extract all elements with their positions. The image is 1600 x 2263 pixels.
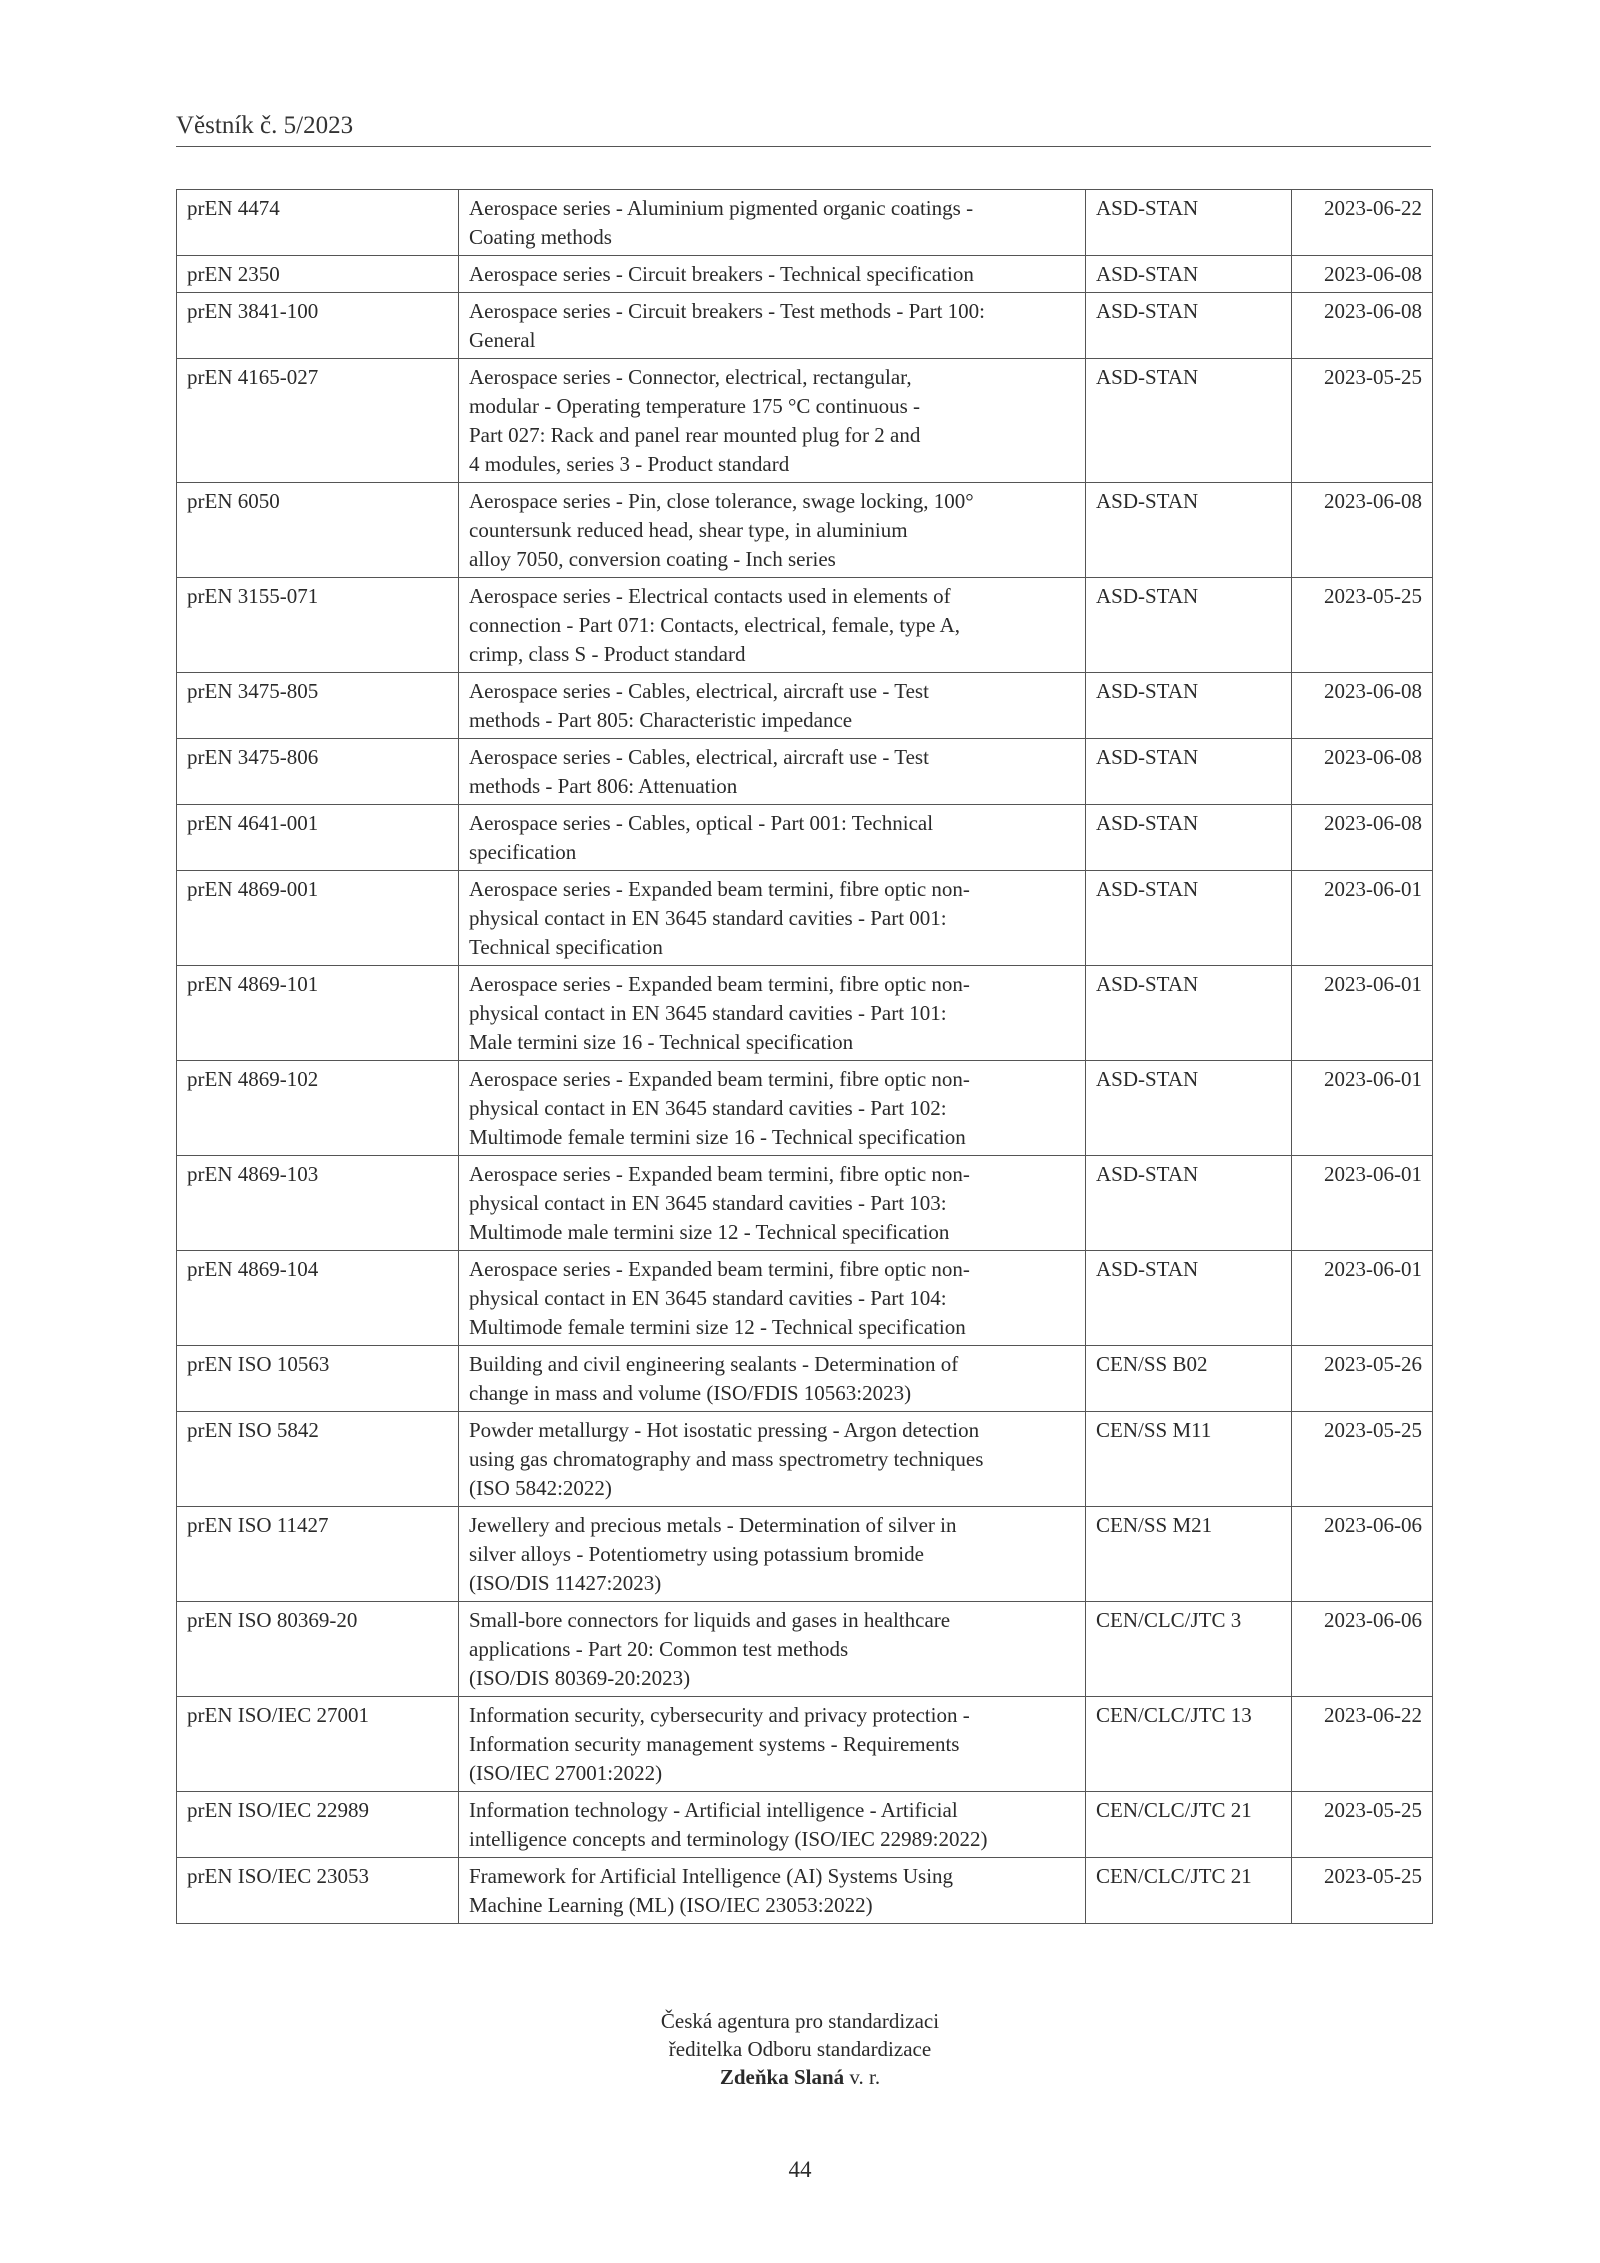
table-row — [177, 966, 1433, 1061]
deadline-date: 2023-06-08 — [1292, 483, 1433, 578]
title-line: specification — [469, 840, 577, 864]
technical-committee: CEN/CLC/JTC 3 — [1086, 1602, 1292, 1697]
standard-title — [459, 256, 1086, 293]
title-line: Aerospace series - Aluminium pigmented organic coatings - — [469, 196, 974, 220]
standard-code: prEN 3155-071 — [177, 578, 459, 673]
standard-title — [459, 293, 1086, 359]
title-line: General — [469, 328, 536, 352]
table-row — [177, 1251, 1433, 1346]
technical-committee: ASD-STAN — [1086, 293, 1292, 359]
standard-title — [459, 190, 1086, 256]
standard-code: prEN 3475-805 — [177, 673, 459, 739]
title-line: crimp, class S - Product standard — [469, 642, 746, 666]
table-row — [177, 1697, 1433, 1792]
technical-committee: ASD-STAN — [1086, 673, 1292, 739]
standard-code: prEN ISO 11427 — [177, 1507, 459, 1602]
title-line: Small-bore connectors for liquids and gases in healthcare — [469, 1608, 951, 1632]
standard-title — [459, 359, 1086, 483]
title-line: modular - Operating temperature 175 °C continuous - — [469, 394, 921, 418]
deadline-date: 2023-06-01 — [1292, 871, 1433, 966]
technical-committee: CEN/SS M21 — [1086, 1507, 1292, 1602]
deadline-date: 2023-06-06 — [1292, 1507, 1433, 1602]
title-line: Aerospace series - Expanded beam termini, fibre optic non- — [469, 877, 970, 901]
title-line: Machine Learning (ML) (ISO/IEC 23053:2022) — [469, 1893, 873, 1917]
signature-suffix: v. r. — [844, 2065, 881, 2089]
table-row — [177, 256, 1433, 293]
standard-title — [459, 1251, 1086, 1346]
standard-title — [459, 1412, 1086, 1507]
title-line: Building and civil engineering sealants - Determination of — [469, 1352, 959, 1376]
technical-committee: ASD-STAN — [1086, 359, 1292, 483]
standard-code: prEN 6050 — [177, 483, 459, 578]
standard-title — [459, 1792, 1086, 1858]
title-line: applications - Part 20: Common test methods — [469, 1637, 849, 1661]
table-row — [177, 1602, 1433, 1697]
standard-title — [459, 1697, 1086, 1792]
title-line: Aerospace series - Expanded beam termini, fibre optic non- — [469, 1257, 970, 1281]
table-row — [177, 293, 1433, 359]
standard-code: prEN 3475-806 — [177, 739, 459, 805]
deadline-date: 2023-06-22 — [1292, 190, 1433, 256]
standard-title — [459, 739, 1086, 805]
title-line: Powder metallurgy - Hot isostatic pressing - Argon detection — [469, 1418, 980, 1442]
page-header — [176, 112, 1431, 147]
standard-code: prEN 3841-100 — [177, 293, 459, 359]
title-line: physical contact in EN 3645 standard cavities - Part 001: — [469, 906, 947, 930]
standard-code: prEN ISO/IEC 22989 — [177, 1792, 459, 1858]
deadline-date: 2023-05-26 — [1292, 1346, 1433, 1412]
table-row — [177, 739, 1433, 805]
page-number: 44 — [788, 2157, 812, 2182]
title-line: countersunk reduced head, shear type, in aluminium — [469, 518, 908, 542]
technical-committee: CEN/CLC/JTC 21 — [1086, 1792, 1292, 1858]
technical-committee: ASD-STAN — [1086, 483, 1292, 578]
signatory-line — [0, 2063, 1600, 2091]
deadline-date: 2023-05-25 — [1292, 1792, 1433, 1858]
title-line: Aerospace series - Pin, close tolerance, swage locking, 100° — [469, 489, 974, 513]
table-row — [177, 1346, 1433, 1412]
standard-code: prEN 4474 — [177, 190, 459, 256]
title-line: Multimode female termini size 16 - Technical specification — [469, 1125, 966, 1149]
title-line: silver alloys - Potentiometry using potassium bromide — [469, 1542, 924, 1566]
agency-name: Česká agentura pro standardizaci — [660, 2009, 940, 2033]
table-row — [177, 1507, 1433, 1602]
title-line: connection - Part 071: Contacts, electrical, female, type A, — [469, 613, 960, 637]
standard-title — [459, 1602, 1086, 1697]
standard-title — [459, 1156, 1086, 1251]
technical-committee: ASD-STAN — [1086, 739, 1292, 805]
title-line: Multimode female termini size 12 - Technical specification — [469, 1315, 966, 1339]
title-line: Aerospace series - Cables, electrical, aircraft use - Test — [469, 679, 929, 703]
technical-committee: CEN/SS B02 — [1086, 1346, 1292, 1412]
title-line: Male termini size 16 - Technical specification — [469, 1030, 854, 1054]
standard-title — [459, 578, 1086, 673]
standard-code: prEN 4641-001 — [177, 805, 459, 871]
table-row — [177, 1792, 1433, 1858]
standard-code: prEN 4869-103 — [177, 1156, 459, 1251]
deadline-date: 2023-06-22 — [1292, 1697, 1433, 1792]
title-line: Aerospace series - Expanded beam termini, fibre optic non- — [469, 972, 970, 996]
standard-title — [459, 483, 1086, 578]
title-line: (ISO/DIS 80369-20:2023) — [469, 1666, 691, 1690]
title-line: physical contact in EN 3645 standard cavities - Part 101: — [469, 1001, 947, 1025]
standards-table — [176, 189, 1433, 1924]
deadline-date: 2023-05-25 — [1292, 1858, 1433, 1924]
technical-committee: ASD-STAN — [1086, 966, 1292, 1061]
signatory-role: ředitelka Odboru standardizace — [668, 2037, 932, 2061]
table-row — [177, 871, 1433, 966]
table-row — [177, 190, 1433, 256]
title-line: Aerospace series - Expanded beam termini, fibre optic non- — [469, 1067, 970, 1091]
table-row — [177, 359, 1433, 483]
title-line: change in mass and volume (ISO/FDIS 10563:2023) — [469, 1381, 912, 1405]
deadline-date: 2023-06-08 — [1292, 673, 1433, 739]
title-line: Aerospace series - Electrical contacts used in elements of — [469, 584, 951, 608]
deadline-date: 2023-06-08 — [1292, 739, 1433, 805]
title-line: Jewellery and precious metals - Determination of silver in — [469, 1513, 957, 1537]
technical-committee: ASD-STAN — [1086, 1061, 1292, 1156]
table-row — [177, 483, 1433, 578]
title-line: Information security management systems - Requirements — [469, 1732, 960, 1756]
standard-title — [459, 1858, 1086, 1924]
standard-title — [459, 871, 1086, 966]
title-line: Information technology - Artificial intelligence - Artificial — [469, 1798, 958, 1822]
title-line: Aerospace series - Cables, optical - Part 001: Technical — [469, 811, 934, 835]
title-line: intelligence concepts and terminology (ISO/IEC 22989:2022) — [469, 1827, 988, 1851]
technical-committee: ASD-STAN — [1086, 871, 1292, 966]
title-line: Framework for Artificial Intelligence (AI) Systems Using — [469, 1864, 954, 1888]
deadline-date: 2023-06-01 — [1292, 1061, 1433, 1156]
title-line: Multimode male termini size 12 - Technical specification — [469, 1220, 950, 1244]
signatory-name: Zdeňka Slaná — [719, 2065, 845, 2089]
deadline-date: 2023-06-08 — [1292, 805, 1433, 871]
title-line: methods - Part 806: Attenuation — [469, 774, 738, 798]
standard-code: prEN ISO 80369-20 — [177, 1602, 459, 1697]
title-line: alloy 7050, conversion coating - Inch series — [469, 547, 836, 571]
deadline-date: 2023-06-08 — [1292, 293, 1433, 359]
standard-code: prEN 4165-027 — [177, 359, 459, 483]
title-line: Aerospace series - Expanded beam termini, fibre optic non- — [469, 1162, 970, 1186]
standard-code: prEN 4869-001 — [177, 871, 459, 966]
technical-committee: CEN/SS M11 — [1086, 1412, 1292, 1507]
deadline-date: 2023-05-25 — [1292, 359, 1433, 483]
table-row — [177, 578, 1433, 673]
title-line: physical contact in EN 3645 standard cavities - Part 102: — [469, 1096, 947, 1120]
deadline-date: 2023-06-01 — [1292, 1156, 1433, 1251]
standard-code: prEN 4869-101 — [177, 966, 459, 1061]
title-line: (ISO 5842:2022) — [469, 1476, 612, 1500]
table-row — [177, 805, 1433, 871]
standard-title — [459, 673, 1086, 739]
title-line: Aerospace series - Circuit breakers - Technical specification — [469, 262, 974, 286]
standard-code: prEN ISO/IEC 27001 — [177, 1697, 459, 1792]
standard-title — [459, 805, 1086, 871]
title-line: Aerospace series - Connector, electrical, rectangular, — [469, 365, 912, 389]
title-line: physical contact in EN 3645 standard cavities - Part 103: — [469, 1191, 947, 1215]
deadline-date: 2023-06-08 — [1292, 256, 1433, 293]
title-line: 4 modules, series 3 - Product standard — [469, 452, 790, 476]
standard-title — [459, 966, 1086, 1061]
table-row — [177, 1061, 1433, 1156]
title-line: physical contact in EN 3645 standard cavities - Part 104: — [469, 1286, 947, 1310]
standard-title — [459, 1507, 1086, 1602]
title-line: Information security, cybersecurity and privacy protection - — [469, 1703, 970, 1727]
title-line: methods - Part 805: Characteristic impedance — [469, 708, 853, 732]
standard-title — [459, 1061, 1086, 1156]
standard-code: prEN 4869-104 — [177, 1251, 459, 1346]
deadline-date: 2023-06-06 — [1292, 1602, 1433, 1697]
standard-code: prEN ISO/IEC 23053 — [177, 1858, 459, 1924]
table-row — [177, 1412, 1433, 1507]
deadline-date: 2023-05-25 — [1292, 1412, 1433, 1507]
title-line: Aerospace series - Circuit breakers - Test methods - Part 100: — [469, 299, 985, 323]
standard-title — [459, 1346, 1086, 1412]
title-line: (ISO/DIS 11427:2023) — [469, 1571, 662, 1595]
standard-code: prEN ISO 10563 — [177, 1346, 459, 1412]
title-line: using gas chromatography and mass spectrometry techniques — [469, 1447, 984, 1471]
title-line: Part 027: Rack and panel rear mounted plug for 2 and — [469, 423, 921, 447]
table-row — [177, 1156, 1433, 1251]
technical-committee: ASD-STAN — [1086, 1251, 1292, 1346]
title-line: Coating methods — [469, 225, 612, 249]
technical-committee: ASD-STAN — [1086, 1156, 1292, 1251]
technical-committee: ASD-STAN — [1086, 256, 1292, 293]
standard-code: prEN 4869-102 — [177, 1061, 459, 1156]
table-row — [177, 1858, 1433, 1924]
title-line: (ISO/IEC 27001:2022) — [469, 1761, 663, 1785]
title-line: Technical specification — [469, 935, 663, 959]
standard-code: prEN 2350 — [177, 256, 459, 293]
bulletin-title: Věstník č. 5/2023 — [176, 112, 354, 139]
table-row — [177, 673, 1433, 739]
title-line: Aerospace series - Cables, electrical, aircraft use - Test — [469, 745, 929, 769]
technical-committee: ASD-STAN — [1086, 578, 1292, 673]
deadline-date: 2023-06-01 — [1292, 1251, 1433, 1346]
technical-committee: CEN/CLC/JTC 13 — [1086, 1697, 1292, 1792]
deadline-date: 2023-06-01 — [1292, 966, 1433, 1061]
technical-committee: ASD-STAN — [1086, 190, 1292, 256]
deadline-date: 2023-05-25 — [1292, 578, 1433, 673]
signature-block — [0, 2007, 1600, 2091]
standard-code: prEN ISO 5842 — [177, 1412, 459, 1507]
technical-committee: ASD-STAN — [1086, 805, 1292, 871]
technical-committee: CEN/CLC/JTC 21 — [1086, 1858, 1292, 1924]
